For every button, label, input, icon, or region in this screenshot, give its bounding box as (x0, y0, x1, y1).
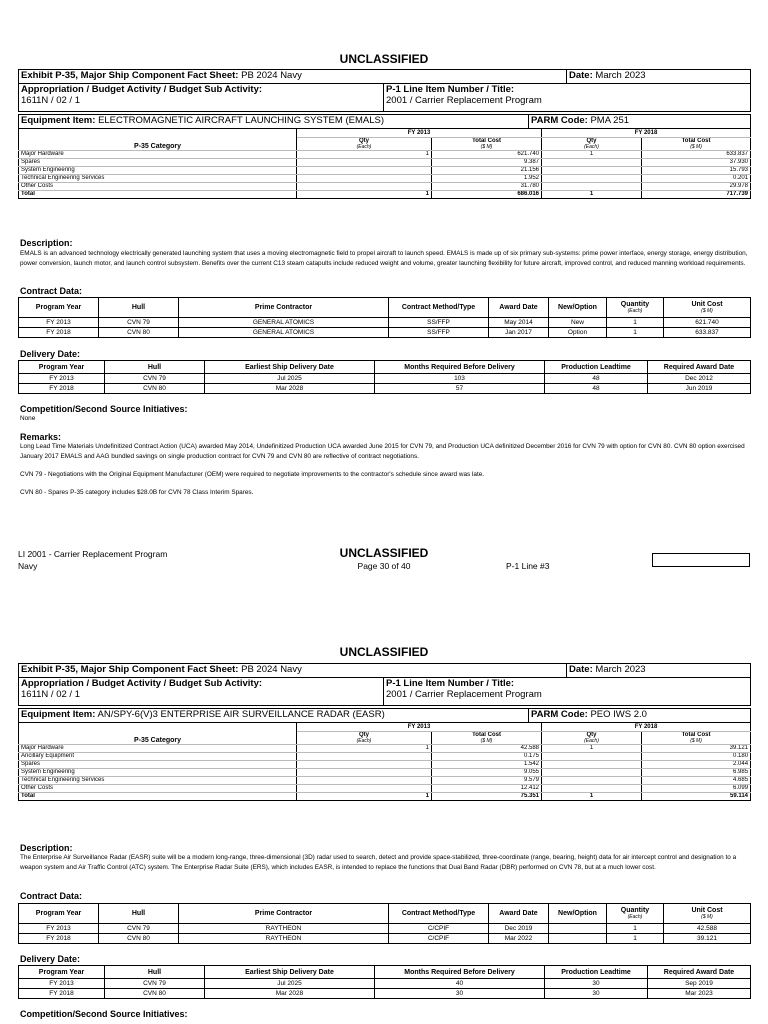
contract-table: Program Year Hull Prime Contractor Contract Method/Type Award Date New/Option Quantity (Each) Unit Cost ($ M) FY 2013 CVN 79 RAYTHEON C/CPIF Dec 2019 1 42.588 FY 2018 CVN 80 RAYTHEON C/CPIF Mar 2022 1 39.121 (18, 903, 750, 944)
table-row: Technical Engineering Services 1.952 0.201 (19, 174, 751, 182)
footer-service: Navy (18, 561, 38, 571)
table-row: FY 2018 CVN 80 GENERAL ATOMICS SS/FFP Jan 2017 Option 1 633.837 (19, 328, 751, 338)
contract-data-heading: Contract Data: (20, 891, 83, 901)
description-heading: Description: (20, 238, 73, 248)
table-row: Other Costs 31.780 29.978 (19, 182, 751, 190)
date-cell: Date: March 2023 (567, 664, 751, 678)
description-text: EMALS is an advanced technology electrically generated launching system that uses a moving electromagnetic field to propel aircraft to launch speed. EMALS is made up of six primary sub-systems: prime power interface, energy storage, energy distribution, power conversion, launch motor, and launch control subsystem. Benefits over the current C13 steam catapults include reduced weight and volume, greater launching flexibility for future aircraft, improved control, and reduced manning workload requirements. (20, 250, 748, 267)
remarks-text-2: CVN 79 - Negotiations with the Original Equipment Manufacturer (OEM) were required to negotiate improvements to the contractor's schedule since award was late. (20, 471, 485, 478)
equipment-item-cell: Equipment Item: ELECTROMAGNETIC AIRCRAFT LAUNCHING SYSTEM (EMALS) (19, 115, 529, 129)
parm-code-cell: PARM Code: PMA 251 (529, 115, 751, 129)
table-row: FY 2018 CVN 80 Mar 2028 30 30 Mar 2023 (19, 989, 751, 999)
classification-footer: UNCLASSIFIED (339, 546, 429, 560)
remarks-text-1: Long Lead Time Materials Undefinitized Contract Action (UCA) awarded May 2014, Undefinitized Production UCA awarded June 2015 for CVN 79, and Production UCA definitized December 2016 for CVN 79 with option for CVN 80. CVN 80 option exercised January 2017 EMALS and AAG bundled savings on single production contract for CVN 79 and CVN 80 are reflective of contract negotiations. (20, 443, 745, 460)
table-row: FY 2013 CVN 79 Jul 2025 40 30 Sep 2019 (19, 979, 751, 989)
total-row: Total 1 686.016 1 717.739 (19, 190, 751, 198)
appropriation-cell: Appropriation / Budget Activity / Budget Sub Activity: 1611N / 02 / 1 (19, 678, 384, 706)
exhibit-cell: Exhibit P-35, Major Ship Component Fact Sheet: PB 2024 Navy (19, 664, 567, 678)
remarks-text-3: CVN 80 - Spares P-35 category includes $28.0B for CVN 78 Class Interim Spares. (20, 489, 254, 496)
cost-table: P-35 Category FY 2013 FY 2018 Qty (Each) Total Cost ($ M) Qty (Each) Total Cost ($ M) Major Hardware 1 621.740 1 633.837 Spares 9.387 37.930 System Engineering 21.156 15.793 Technical Engineering Services 1.952 0.201 Other Costs 31.780 29.978 Total 1 686.016 1 717.739 (18, 129, 751, 199)
description-heading: Description: (20, 843, 73, 853)
footer-page: Page 30 of 40 (357, 561, 411, 571)
table-row: FY 2013 CVN 79 Jul 2025 103 48 Dec 2012 (19, 374, 751, 384)
total-row: Total 1 75.351 1 59.114 (19, 792, 751, 800)
table-row: Major Hardware 1 621.740 1 633.837 (19, 150, 751, 158)
table-row: Ancillary Equipment 0.175 0.180 (19, 752, 751, 760)
p1-line-cell: P-1 Line Item Number / Title: 2001 / Carrier Replacement Program (384, 84, 751, 112)
description-text: The Enterprise Air Surveillance Radar (EASR) suite will be a modern long-range, three-dimensional (3D) radar used to search, detect and provide space-stabilized, three-coordinate (range, bearing, height) data for air intercept control and designation to a weapon system and Air Traffic Control (ATC) system. The Enterprise Radar Suite (ERS), which includes EASR, is intended to replace the functions that Dual Band Radar (DBR) performed on CVN 78, but at a much lower cost. (20, 854, 737, 871)
table-row: System Engineering 9.055 6.985 (19, 768, 751, 776)
table-row: Major Hardware 1 42.588 1 39.121 (19, 744, 751, 752)
classification-banner: UNCLASSIFIED (339, 645, 429, 659)
date-cell: Date: March 2023 (567, 70, 751, 84)
table-row: FY 2013 CVN 79 GENERAL ATOMICS SS/FFP May 2014 New 1 621.740 (19, 318, 751, 328)
equipment-item-cell: Equipment Item: AN/SPY-6(V)3 ENTERPRISE AIR SURVEILLANCE RADAR (EASR) (19, 709, 529, 723)
competition-heading: Competition/Second Source Initiatives: (20, 404, 188, 414)
header-block (18, 69, 750, 199)
footer-line: P-1 Line #3 (506, 561, 550, 571)
table-row: Other Costs 12.412 6.099 (19, 784, 751, 792)
table-row: FY 2018 CVN 80 Mar 2028 57 48 Jun 2019 (19, 384, 751, 394)
table-row: Spares 9.387 37.930 (19, 158, 751, 166)
table-row: Spares 1.542 2.044 (19, 760, 751, 768)
footer-box (652, 553, 750, 567)
table-row: Technical Engineering Services 9.579 4.685 (19, 776, 751, 784)
table-row: FY 2013 CVN 79 RAYTHEON C/CPIF Dec 2019 1 42.588 (19, 924, 751, 934)
competition-text: None (20, 415, 36, 422)
contract-data-heading: Contract Data: (20, 286, 83, 296)
remarks-heading: Remarks: (20, 432, 62, 442)
competition-heading: Competition/Second Source Initiatives: (20, 1009, 188, 1019)
exhibit-cell: Exhibit P-35, Major Ship Component Fact Sheet: PB 2024 Navy (19, 70, 567, 84)
header-block (18, 663, 750, 801)
classification-banner: UNCLASSIFIED (339, 52, 429, 66)
table-row: System Engineering 21.156 15.793 (19, 166, 751, 174)
cost-table: P-35 Category FY 2013 FY 2018 Qty (Each) Total Cost ($ M) Qty (Each) Total Cost ($ M) Major Hardware 1 42.588 1 39.121 Ancillary Equipment 0.175 0.180 Spares 1.542 2.044 System Engineering 9.055 6.985 Technical Engineering Services 9.579 4.685 Other Costs 12.412 6.099 Total 1 75.351 1 59.114 (18, 723, 751, 801)
p1-line-cell: P-1 Line Item Number / Title: 2001 / Carrier Replacement Program (384, 678, 751, 706)
delivery-date-heading: Delivery Date: (20, 349, 81, 359)
contract-table: Program Year Hull Prime Contractor Contract Method/Type Award Date New/Option Quantity (Each) Unit Cost ($ M) FY 2013 CVN 79 GENERAL ATOMICS SS/FFP May 2014 New 1 621.740 FY 2018 CVN 80 GENERAL ATOMICS SS/FFP Jan 2017 Option 1 633.837 (18, 297, 750, 338)
delivery-table: Program Year Hull Earliest Ship Delivery Date Months Required Before Delivery Production Leadtime Required Award Date FY 2013 CVN 79 Jul 2025 103 48 Dec 2012 FY 2018 CVN 80 Mar 2028 57 48 Jun 2019 (18, 360, 750, 394)
delivery-date-heading: Delivery Date: (20, 954, 81, 964)
appropriation-cell: Appropriation / Budget Activity / Budget Sub Activity: 1611N / 02 / 1 (19, 84, 384, 112)
delivery-table: Program Year Hull Earliest Ship Delivery Date Months Required Before Delivery Production Leadtime Required Award Date FY 2013 CVN 79 Jul 2025 40 30 Sep 2019 FY 2018 CVN 80 Mar 2028 30 30 Mar 2023 (18, 965, 750, 999)
table-row: FY 2018 CVN 80 RAYTHEON C/CPIF Mar 2022 1 39.121 (19, 934, 751, 944)
footer-program: LI 2001 - Carrier Replacement Program (18, 549, 168, 559)
parm-code-cell: PARM Code: PEO IWS 2.0 (529, 709, 751, 723)
